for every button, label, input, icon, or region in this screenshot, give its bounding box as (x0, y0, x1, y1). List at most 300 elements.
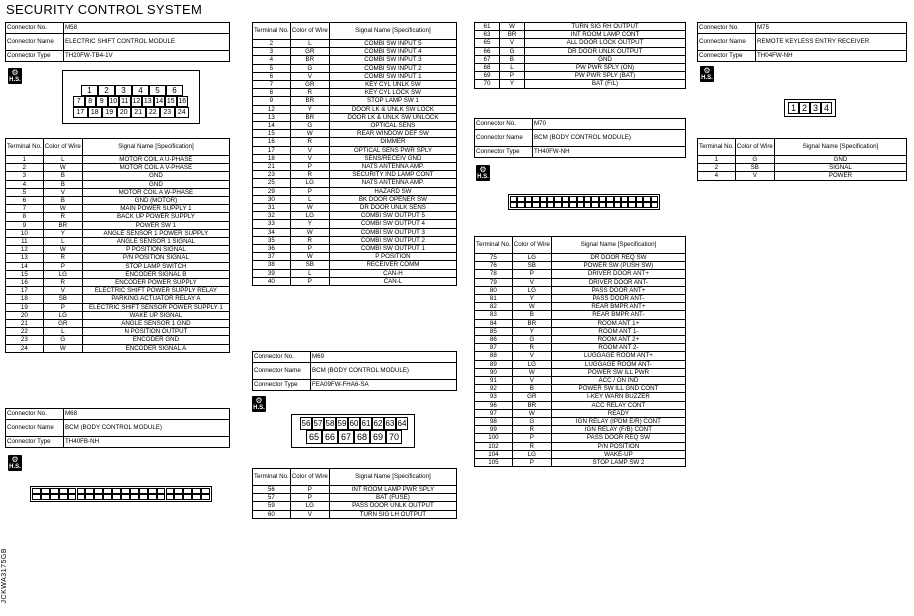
connector-pin: 15 (166, 98, 175, 105)
color-cell: V (735, 172, 774, 180)
signal-cell: REAR BMPR ANT+ (551, 303, 685, 311)
table-row (475, 360, 686, 368)
color-cell: W (43, 164, 82, 172)
color-cell: V (290, 72, 329, 80)
terminal-cell: 20 (6, 311, 44, 319)
m69-connector-face (291, 414, 415, 448)
label: Connector No. (6, 23, 64, 34)
connector-pin: 70 (386, 430, 402, 444)
table-row (253, 130, 457, 138)
connector-pin-slot (139, 494, 148, 500)
color-cell: BR (290, 56, 329, 64)
table-row (475, 459, 686, 467)
terminal-cell: 88 (475, 352, 513, 360)
table-row (253, 212, 457, 220)
signal-cell: SENS/RECEIV GND (329, 154, 456, 162)
color-cell: R (512, 344, 551, 352)
terminal-cell: 40 (253, 277, 291, 285)
terminal-cell: 59 (253, 502, 291, 510)
connector-pin-slot (532, 202, 539, 208)
connector-pin-slot (183, 494, 192, 500)
signal-cell: ENCODER GND (82, 336, 229, 344)
terminal-cell: 7 (253, 81, 291, 89)
connector-pin-slot (614, 202, 621, 208)
table-row (253, 105, 457, 113)
table-row (253, 195, 457, 203)
terminal-cell: 98 (475, 418, 513, 426)
m68-signal-table (252, 22, 457, 286)
signal-cell: IGN RELAY (F/B) CONT (551, 426, 685, 434)
table-row (6, 188, 230, 196)
color-cell: L (43, 156, 82, 164)
signal-cell: GND (82, 172, 229, 180)
color-cell: P (290, 163, 329, 171)
connector-pin: 17 (73, 107, 88, 118)
color-cell: V (290, 510, 329, 518)
signal-cell: GND (MOTOR) (82, 197, 229, 205)
color-cell: LG (512, 254, 551, 262)
color-cell: R (290, 171, 329, 179)
label: Connector Name (475, 130, 533, 147)
signal-cell: WAKE UP SIGNAL (82, 311, 229, 319)
table-row (6, 270, 230, 278)
terminal-cell: 6 (6, 197, 44, 205)
color-cell: R (43, 213, 82, 221)
table-row (6, 336, 230, 344)
connector-pin-slot (606, 202, 613, 208)
connector-pin-slot (651, 202, 658, 208)
terminal-cell: 65 (475, 39, 500, 47)
connector-type: TH40FB-NH (64, 437, 230, 448)
table-row (253, 245, 457, 253)
connector-pin-slot (591, 202, 598, 208)
table-row (6, 287, 230, 295)
color-cell: BR (290, 97, 329, 105)
signal-header: Signal Name [Specification] (329, 469, 456, 486)
terminal-cell: 18 (253, 154, 291, 162)
signal-cell: DRIVER DOOR ANT- (551, 278, 685, 286)
harness-side-icon: ⚙ H.S. (9, 68, 21, 83)
signal-cell: ROOM ANT 1- (551, 327, 685, 335)
color-cell: V (500, 39, 525, 47)
connector-type: TH20FW-TB4-1V (64, 51, 230, 62)
table-row (253, 261, 457, 269)
terminal-cell: 69 (475, 72, 500, 80)
signal-cell: GND (525, 55, 686, 63)
signal-cell: ROOM ANT 2+ (551, 336, 685, 344)
connector-pin: 18 (88, 107, 103, 118)
connector-pin: 14 (155, 98, 164, 105)
terminal-cell: 19 (6, 303, 44, 311)
terminal-cell: 8 (253, 89, 291, 97)
signal-cell: DR DOOR UNLK SENS (329, 204, 456, 212)
signal-cell: ENCODER SIGNAL A (82, 344, 229, 352)
terminal-cell: 82 (475, 303, 513, 311)
color-cell: P (500, 72, 525, 80)
m58-info-table (5, 22, 230, 62)
signal-cell: POWER SW ILL PWR (551, 368, 685, 376)
signal-cell: ENCODER SIGNAL B (82, 270, 229, 278)
terminal-cell: 75 (475, 254, 513, 262)
table-row (475, 377, 686, 385)
table-row (6, 164, 230, 172)
connector-pin-slot (174, 494, 183, 500)
terminal-cell: 36 (253, 245, 291, 253)
connector-pin: 1 (788, 102, 799, 114)
color-cell: G (500, 47, 525, 55)
signal-cell: P POSITION SIGNAL (82, 246, 229, 254)
color-cell: W (290, 228, 329, 236)
connector-pin: 4 (821, 102, 832, 114)
table-row (6, 246, 230, 254)
connector-pin: 64 (397, 419, 407, 428)
terminal-cell: 33 (253, 220, 291, 228)
table-row (475, 352, 686, 360)
signal-cell: ROOM ANT 1+ (551, 319, 685, 327)
color-cell: LG (290, 212, 329, 220)
terminal-cell: 15 (6, 270, 44, 278)
terminal-cell: 68 (475, 64, 500, 72)
color-cell: B (500, 55, 525, 63)
table-row (6, 262, 230, 270)
signal-cell: COMBI SW INPUT 4 (329, 48, 456, 56)
color-cell: Y (43, 229, 82, 237)
color-cell: BR (43, 221, 82, 229)
color-header: Color of Wire (512, 237, 551, 254)
signal-cell: MOTOR COIL A V-PHASE (82, 164, 229, 172)
terminal-cell: 4 (6, 180, 44, 188)
connector-type: TH04FW-NH (756, 51, 907, 62)
signal-cell: ENCODER POWER SUPPLY (82, 279, 229, 287)
signal-cell: ROOM ANT 2- (551, 344, 685, 352)
table-row (6, 344, 230, 352)
signal-cell: PASS DOOR UNLK OUTPUT (329, 502, 456, 510)
connector-pin: 8 (85, 96, 97, 107)
terminal-header: Terminal No. (253, 23, 291, 40)
terminal-cell: 87 (475, 344, 513, 352)
label: Connector Name (253, 363, 311, 380)
table-row (475, 393, 686, 401)
color-cell: L (43, 328, 82, 336)
color-cell: B (43, 172, 82, 180)
table-row (6, 238, 230, 246)
table-row (253, 187, 457, 195)
signal-cell: ALL DOOR LOCK OUTPUT (525, 39, 686, 47)
connector-pin: 2 (799, 102, 810, 114)
table-row (6, 295, 230, 303)
color-cell: G (290, 122, 329, 130)
connector-pin: 20 (117, 107, 132, 118)
table-row (475, 368, 686, 376)
connector-pin: 69 (370, 430, 386, 444)
connector-pin: 19 (102, 107, 117, 118)
terminal-cell: 30 (253, 195, 291, 203)
color-cell: R (43, 254, 82, 262)
signal-cell: POWER SW (PUSH SW) (551, 262, 685, 270)
terminal-cell: 38 (253, 261, 291, 269)
table-row (253, 502, 457, 510)
signal-cell: MOTOR COIL A W-PHASE (82, 188, 229, 196)
connector-pin: 2 (98, 85, 115, 96)
signal-cell: ANGLE SENSOR 1 POWER SUPPLY (82, 229, 229, 237)
color-cell: Y (290, 220, 329, 228)
label: Connector No. (475, 119, 533, 130)
color-cell: LG (512, 450, 551, 458)
color-cell: V (43, 188, 82, 196)
table-row (253, 204, 457, 212)
table-row (253, 236, 457, 244)
m69-signal-table (252, 468, 457, 519)
table-row (6, 205, 230, 213)
signal-cell: SIGNAL (774, 164, 906, 172)
terminal-cell: 12 (253, 105, 291, 113)
table-row (475, 401, 686, 409)
table-row (475, 450, 686, 458)
color-cell: V (290, 146, 329, 154)
terminal-cell: 57 (253, 494, 291, 502)
table-row (475, 31, 686, 39)
connector-pin-slot (166, 494, 175, 500)
terminal-header: Terminal No. (253, 469, 291, 486)
color-cell: LG (43, 270, 82, 278)
m69-cont-signal-table (474, 22, 686, 89)
signal-cell: READY (551, 409, 685, 417)
signal-cell: COMBI SW OUTPUT 3 (329, 228, 456, 236)
color-cell: P (290, 245, 329, 253)
connector-pin-slot (599, 202, 606, 208)
connector-pin: 62 (373, 419, 383, 428)
signal-cell: PASS DOOR REQ SW (551, 434, 685, 442)
table-row (6, 172, 230, 180)
table-row (253, 146, 457, 154)
signal-cell: P/N POSITION (551, 442, 685, 450)
signal-cell: PASS DOOR ANT+ (551, 286, 685, 294)
terminal-cell: 7 (6, 205, 44, 213)
connector-name: BCM (BODY CONTROL MODULE) (533, 130, 686, 147)
connector-pin: 7 (73, 96, 85, 107)
table-row (253, 494, 457, 502)
connector-pin-slot (130, 494, 139, 500)
label: Connector Type (6, 51, 64, 62)
terminal-cell: 23 (6, 336, 44, 344)
terminal-cell: 2 (6, 164, 44, 172)
terminal-cell: 10 (6, 229, 44, 237)
table-row (6, 213, 230, 221)
color-cell: GR (290, 81, 329, 89)
signal-cell: IGN RELAY (IPDM E/R) CONT (551, 418, 685, 426)
terminal-cell: 105 (475, 459, 513, 467)
signal-cell: TURN SIG LH OUTPUT (329, 510, 456, 518)
color-cell: Y (512, 295, 551, 303)
table-row (6, 197, 230, 205)
terminal-cell: 21 (6, 320, 44, 328)
connector-pin: 6 (166, 85, 183, 96)
signal-cell: WAKE-UP (551, 450, 685, 458)
terminal-cell: 102 (475, 442, 513, 450)
terminal-cell: 14 (6, 262, 44, 270)
table-row (253, 81, 457, 89)
table-row (253, 163, 457, 171)
color-cell: L (290, 40, 329, 48)
terminal-cell: 83 (475, 311, 513, 319)
color-cell: SB (290, 261, 329, 269)
signal-cell: HAZARD SW (329, 187, 456, 195)
terminal-cell: 2 (698, 164, 736, 172)
terminal-cell: 37 (253, 253, 291, 261)
signal-cell: LUGGAGE ROOM ANT+ (551, 352, 685, 360)
connector-pin-slot (192, 494, 201, 500)
terminal-cell: 9 (253, 97, 291, 105)
table-row (253, 253, 457, 261)
signal-cell: BAT (F/L) (525, 80, 686, 88)
signal-cell: PW PWR SPLY (BAT) (525, 72, 686, 80)
color-cell: LG (512, 286, 551, 294)
color-cell: V (43, 287, 82, 295)
connector-pin-slot (547, 202, 554, 208)
m58-signal-table (5, 138, 230, 353)
color-cell: W (43, 205, 82, 213)
connector-pin-slot (525, 202, 532, 208)
color-cell: W (290, 253, 329, 261)
color-cell: SB (512, 262, 551, 270)
signal-cell: TURN SIG RH OUTPUT (525, 23, 686, 31)
terminal-cell: 6 (253, 72, 291, 80)
m70-connector-face (508, 194, 660, 210)
connector-name: REMOTE KEYLESS ENTRY RECEIVER (756, 34, 907, 51)
diagram-code: JCKWA3175GB (1, 548, 8, 604)
connector-pin: 58 (325, 419, 335, 428)
terminal-cell: 22 (6, 328, 44, 336)
terminal-cell: 85 (475, 327, 513, 335)
m68-info-table (5, 408, 230, 448)
connector-pin-slot (554, 202, 561, 208)
table-row (253, 72, 457, 80)
connector-name: ELECTRIC SHIFT CONTROL MODULE (64, 34, 230, 51)
color-cell: B (43, 197, 82, 205)
color-cell: P (512, 270, 551, 278)
signal-cell: DRIVER DOOR ANT+ (551, 270, 685, 278)
table-row (475, 409, 686, 417)
m68-connector-face (30, 486, 212, 502)
connector-pin-slot (32, 494, 41, 500)
signal-cell: SECURITY IND LAMP CONT (329, 171, 456, 179)
table-row (475, 55, 686, 63)
terminal-cell: 70 (475, 80, 500, 88)
terminal-cell: 84 (475, 319, 513, 327)
color-cell: P (290, 187, 329, 195)
label: Connector No. (698, 23, 756, 34)
signal-cell: NATS ANTENNA AMP. (329, 179, 456, 187)
color-cell: G (290, 64, 329, 72)
label: Connector Type (475, 147, 533, 158)
terminal-cell: 89 (475, 360, 513, 368)
terminal-cell: 12 (6, 246, 44, 254)
signal-cell: PW PWR SPLY (ON) (525, 64, 686, 72)
harness-side-icon: ⚙ H.S. (253, 396, 265, 411)
terminal-header: Terminal No. (475, 237, 513, 254)
color-cell: GR (512, 393, 551, 401)
connector-type: TH40FW-NH (533, 147, 686, 158)
terminal-cell: 31 (253, 204, 291, 212)
connector-pin-slot (77, 494, 86, 500)
signal-cell: GND (82, 180, 229, 188)
color-cell: P (512, 434, 551, 442)
page-title: SECURITY CONTROL SYSTEM (6, 2, 203, 17)
connector-name: BCM (BODY CONTROL MODULE) (64, 420, 230, 437)
connector-pin: 4 (132, 85, 149, 96)
connector-pin-slot (517, 202, 524, 208)
terminal-cell: 5 (6, 188, 44, 196)
signal-cell: STOP LAMP SW 1 (329, 97, 456, 105)
signal-cell: STOP LAMP SW 2 (551, 459, 685, 467)
signal-cell: RECEIVER COMM (329, 261, 456, 269)
signal-header: Signal Name [Specification] (329, 23, 456, 40)
terminal-cell: 79 (475, 278, 513, 286)
connector-name: BCM (BODY CONTROL MODULE) (311, 363, 457, 380)
terminal-cell: 29 (253, 187, 291, 195)
signal-cell: MOTOR COIL A U-PHASE (82, 156, 229, 164)
terminal-cell: 32 (253, 212, 291, 220)
table-row (253, 179, 457, 187)
terminal-cell: 16 (6, 279, 44, 287)
table-row (475, 262, 686, 270)
signal-cell: COMBI SW INPUT 3 (329, 56, 456, 64)
table-row (253, 171, 457, 179)
color-cell: R (512, 426, 551, 434)
signal-cell: CAN-H (329, 269, 456, 277)
connector-pin: 22 (146, 107, 161, 118)
table-row (6, 254, 230, 262)
color-cell: R (512, 442, 551, 450)
signal-cell: ACC / ON IND (551, 377, 685, 385)
color-cell: BR (500, 31, 525, 39)
terminal-cell: 11 (6, 238, 44, 246)
connector-pin-slot (59, 494, 68, 500)
table-row (253, 48, 457, 56)
signal-cell: COMBI SW INPUT 1 (329, 72, 456, 80)
terminal-cell: 96 (475, 401, 513, 409)
signal-cell: COMBI SW OUTPUT 2 (329, 236, 456, 244)
label: Connector No. (253, 352, 311, 363)
terminal-header: Terminal No. (698, 139, 736, 156)
signal-cell: OPTICAL SENS (329, 122, 456, 130)
signal-cell: I-KEY WARN BUZZER (551, 393, 685, 401)
color-cell: R (290, 236, 329, 244)
color-cell: G (512, 418, 551, 426)
signal-cell: ELECTRIC SHIFT SENSOR POWER SUPPLY 1 (82, 303, 229, 311)
connector-pin: 3 (810, 102, 821, 114)
connector-pin-slot (562, 202, 569, 208)
color-cell: P (290, 277, 329, 285)
connector-pin: 12 (132, 98, 141, 105)
signal-cell: P/N POSITION SIGNAL (82, 254, 229, 262)
connector-pin-slot (94, 494, 103, 500)
terminal-cell: 15 (253, 130, 291, 138)
m58-connector-face (62, 70, 200, 124)
table-row (698, 156, 907, 164)
connector-pin: 63 (385, 419, 395, 428)
signal-cell: COMBI SW INPUT 5 (329, 40, 456, 48)
m69-info-table (252, 351, 457, 391)
connector-pin-slot (103, 494, 112, 500)
terminal-cell: 80 (475, 286, 513, 294)
signal-cell: OPTICAL SENS PWR SPLY (329, 146, 456, 154)
signal-cell: DR DOOR REQ SW (551, 254, 685, 262)
color-cell: G (512, 336, 551, 344)
connector-pin-slot (68, 494, 77, 500)
table-row (475, 336, 686, 344)
connector-pin: 65 (306, 430, 322, 444)
